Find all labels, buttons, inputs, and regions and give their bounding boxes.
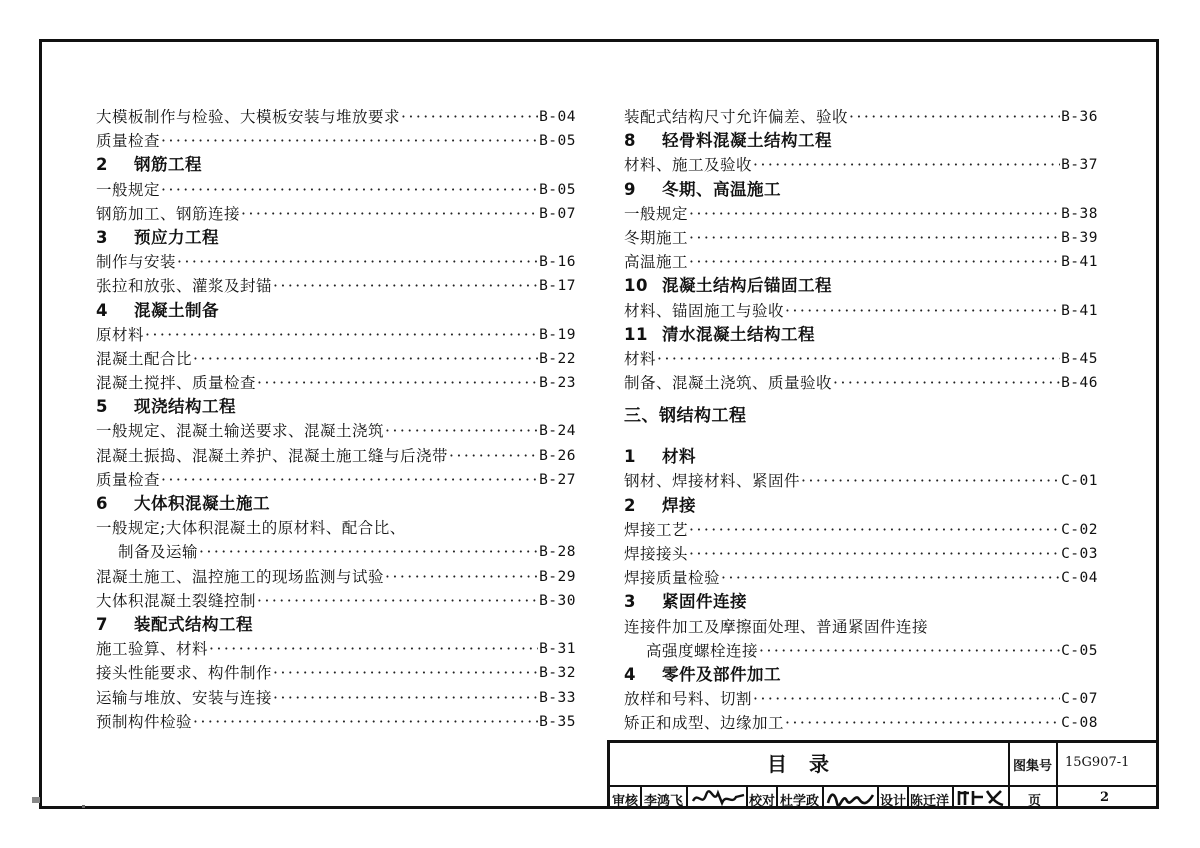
toc-entry-title: 混凝土振捣、混凝土养护、混凝土施工缝与后浇带	[96, 446, 449, 465]
leader-dots	[241, 202, 538, 226]
title-block-vline	[1056, 743, 1058, 809]
toc-entry-page: B-26	[539, 447, 576, 464]
toc-entry-page: B-35	[539, 713, 576, 730]
toc-entry	[96, 323, 576, 347]
section-number: 10	[624, 276, 648, 296]
toc-entry-page: C-08	[1061, 715, 1098, 732]
toc-entry-page: B-36	[1061, 109, 1098, 125]
leader-dots	[689, 202, 1060, 226]
leader-dots	[209, 637, 538, 661]
toc-section-heading	[624, 590, 1098, 614]
toc-entry-continued: 一般规定;大体积混凝土的原材料、配合比、	[96, 519, 406, 538]
toc-entry-title: 装配式结构尺寸允许偏差、验收	[624, 108, 849, 126]
toc-entry	[96, 468, 576, 492]
design-label: 设计	[880, 794, 907, 809]
toc-entry-title: 制作与安装	[96, 253, 177, 272]
reviewer-signature	[690, 787, 746, 809]
section-number: 3	[96, 227, 108, 247]
toc-entry-title: 一般规定	[624, 204, 689, 223]
toc-entry	[624, 687, 1098, 711]
toc-entry	[96, 371, 576, 395]
toc-entry-page: B-17	[539, 278, 576, 295]
section-title: 混凝土制备	[134, 300, 219, 320]
cell-divider	[776, 785, 778, 809]
leader-dots	[759, 639, 1060, 663]
toc-entry-page: B-29	[539, 568, 576, 585]
toc-entry-title: 接头性能要求、构件制作	[96, 664, 273, 683]
toc-entry	[96, 589, 576, 613]
toc-entry-title: 材料	[624, 349, 657, 368]
toc-entry-title: 混凝土搅拌、质量检查	[96, 374, 257, 393]
leader-dots	[199, 540, 538, 564]
scan-artifact	[82, 805, 85, 808]
toc-entry-title: 大模板制作与检验、大模板安装与堆放要求	[96, 108, 401, 126]
toc-entry	[96, 710, 576, 734]
toc-entry-page: B-22	[539, 350, 576, 367]
toc-entry-page: B-32	[539, 665, 576, 682]
review-label: 审核	[612, 794, 639, 809]
toc-entry-title: 一般规定、混凝土输送要求、混凝土浇筑	[96, 422, 385, 441]
toc-entry-page: B-41	[1061, 254, 1098, 271]
leader-dots	[689, 226, 1060, 250]
toc-entry	[624, 202, 1098, 226]
cell-divider	[907, 785, 909, 809]
toc-entry-page: C-01	[1061, 473, 1098, 490]
cell-divider	[640, 785, 642, 809]
section-title: 装配式结构工程	[134, 614, 253, 634]
toc-section-heading	[96, 226, 576, 250]
toc-entry-page: B-24	[539, 423, 576, 440]
toc-section-heading	[96, 492, 576, 516]
leader-dots	[193, 710, 538, 734]
leader-dots	[721, 566, 1060, 590]
toc-entry	[624, 566, 1098, 590]
toc-entry-title: 大体积混凝土裂缝控制	[96, 591, 257, 610]
toc-entry-page: B-45	[1061, 350, 1098, 367]
toc-entry-page: B-37	[1061, 157, 1098, 174]
toc-entry	[624, 542, 1098, 566]
title-block-title: 目录	[767, 752, 851, 776]
leader-dots	[161, 468, 538, 492]
page-label: 页	[1028, 794, 1042, 809]
atlas-number: 15G907-1	[1065, 755, 1130, 770]
toc-entry-title: 张拉和放张、灌浆及封锚	[96, 277, 273, 296]
toc-entry-title: 冬期施工	[624, 228, 689, 247]
section-number: 4	[624, 664, 636, 684]
toc-entry-title: 矫正和成型、边缘加工	[624, 714, 785, 733]
toc-entry	[624, 105, 1098, 129]
toc-entry	[96, 661, 576, 685]
leader-dots	[753, 153, 1060, 177]
toc-entry-title: 高温施工	[624, 253, 689, 272]
toc-entry	[96, 178, 576, 202]
toc-section-heading	[96, 395, 576, 419]
toc-entry	[96, 637, 576, 661]
toc-entry	[96, 250, 576, 274]
toc-entry-title: 一般规定	[96, 180, 161, 199]
toc-entry-page: B-23	[539, 375, 576, 392]
section-title: 钢筋工程	[134, 155, 202, 175]
toc-entry	[96, 105, 576, 129]
reviewer-name: 李鸿飞	[644, 794, 684, 809]
toc-entry	[624, 153, 1098, 177]
toc-entry-page: B-27	[539, 471, 576, 488]
leader-dots	[849, 105, 1060, 129]
toc-entry	[624, 347, 1098, 371]
toc-entry	[96, 274, 576, 298]
toc-entry-page: C-03	[1061, 546, 1098, 562]
leader-dots	[385, 565, 538, 589]
section-number: 11	[624, 324, 648, 344]
designer-name: 陈迁洋	[910, 794, 950, 809]
leader-dots	[753, 687, 1060, 711]
cell-divider	[686, 785, 688, 809]
toc-entry-title: 运输与堆放、安装与连接	[96, 688, 273, 707]
toc-entry-page: C-04	[1061, 570, 1098, 587]
toc-entry-page: B-07	[539, 205, 576, 222]
toc-entry-page: B-28	[539, 544, 576, 561]
section-number: 1	[624, 447, 636, 467]
scan-artifact	[32, 797, 40, 803]
toc-section-heading	[624, 445, 1098, 469]
checker-name: 杜学政	[780, 794, 820, 809]
toc-section-heading	[624, 129, 1098, 153]
toc-entry-page: B-04	[539, 109, 576, 125]
title-block	[607, 740, 1159, 809]
leader-dots	[689, 250, 1060, 274]
toc-left-column	[96, 105, 576, 734]
toc-entry-page: B-05	[539, 181, 576, 198]
toc-entry-title: 放样和号料、切割	[624, 690, 753, 709]
toc-entry-page: B-16	[539, 254, 576, 271]
toc-entry-title: 施工验算、材料	[96, 640, 209, 659]
leader-dots	[689, 518, 1060, 542]
cell-divider	[822, 785, 824, 809]
toc-entry-title: 原材料	[96, 325, 145, 344]
toc-entry-title: 制备及运输	[118, 543, 199, 562]
atlas-number-label: 图集号	[1013, 759, 1053, 774]
toc-section-heading	[624, 323, 1098, 347]
toc-section-heading	[624, 178, 1098, 202]
section-number: 4	[96, 300, 108, 320]
toc-entry-page: C-02	[1061, 521, 1098, 538]
leader-dots	[161, 129, 538, 153]
toc-entry-page: B-46	[1061, 375, 1098, 392]
toc-entry-title: 材料、锚固施工与验收	[624, 301, 785, 320]
leader-dots	[273, 686, 538, 710]
leader-dots	[833, 371, 1060, 395]
toc-entry-title: 钢材、焊接材料、紧固件	[624, 472, 801, 491]
leader-dots	[161, 178, 538, 202]
cell-divider	[952, 785, 954, 809]
toc-entry-page: B-05	[539, 133, 576, 150]
toc-entry-title: 制备、混凝土浇筑、质量验收	[624, 374, 833, 393]
leader-dots	[689, 542, 1060, 566]
section-number: 6	[96, 494, 108, 513]
section-number: 7	[96, 614, 108, 634]
toc-entry-page: B-30	[539, 592, 576, 609]
leader-dots	[193, 347, 538, 371]
toc-right-column	[624, 105, 1098, 736]
toc-entry	[624, 371, 1098, 395]
section-number: 2	[96, 155, 108, 175]
section-number: 3	[624, 592, 636, 612]
toc-entry-page: B-39	[1061, 229, 1098, 246]
toc-section-heading	[96, 153, 576, 177]
leader-dots	[449, 444, 538, 468]
toc-entry	[624, 518, 1098, 542]
leader-dots	[273, 661, 538, 685]
leader-dots	[801, 469, 1060, 493]
toc-entry-page: B-33	[539, 689, 576, 706]
section-title: 材料	[662, 447, 696, 467]
section-title: 冬期、高温施工	[662, 179, 781, 199]
toc-entry-title: 混凝土配合比	[96, 349, 193, 368]
cell-divider	[746, 785, 748, 809]
checker-signature	[825, 787, 877, 809]
section-number: 5	[96, 397, 108, 417]
section-number: 2	[624, 495, 636, 515]
toc-section-heading	[624, 663, 1098, 687]
toc-entry-title: 预制构件检验	[96, 712, 193, 731]
toc-entry	[624, 711, 1098, 735]
section-title: 紧固件连接	[662, 592, 747, 612]
cell-divider	[877, 785, 879, 809]
designer-signature	[955, 787, 1007, 809]
leader-dots	[785, 711, 1060, 735]
toc-entry	[96, 419, 576, 443]
toc-entry	[96, 565, 576, 589]
toc-entry-page: B-19	[539, 326, 576, 343]
leader-dots	[657, 347, 1060, 371]
toc-entry	[624, 226, 1098, 250]
toc-entry	[624, 469, 1098, 493]
toc-section-heading	[96, 299, 576, 323]
toc-entry	[624, 250, 1098, 274]
section-title: 清水混凝土结构工程	[662, 324, 815, 344]
leader-dots	[257, 371, 538, 395]
toc-entry-title: 焊接工艺	[624, 520, 689, 539]
toc-part-heading: 三、钢结构工程	[624, 406, 747, 427]
section-title: 现浇结构工程	[134, 397, 236, 417]
title-block-vline	[1008, 743, 1010, 809]
toc-entry-page: C-05	[1061, 642, 1098, 659]
toc-entry-page: B-31	[539, 641, 576, 658]
toc-entry-title: 钢筋加工、钢筋连接	[96, 204, 241, 223]
section-number: 9	[624, 179, 636, 199]
section-title: 轻骨料混凝土结构工程	[662, 131, 832, 151]
leader-dots	[177, 250, 538, 274]
toc-entry-title: 混凝土施工、温控施工的现场监测与试验	[96, 567, 385, 586]
leader-dots	[257, 589, 538, 613]
section-title: 大体积混凝土施工	[134, 494, 270, 513]
toc-entry-page: B-38	[1061, 205, 1098, 222]
toc-entry	[96, 347, 576, 371]
section-title: 焊接	[662, 495, 696, 515]
toc-entry	[96, 129, 576, 153]
leader-dots	[273, 274, 538, 298]
toc-entry-title: 材料、施工及验收	[624, 156, 753, 175]
toc-entry	[96, 686, 576, 710]
toc-entry-page: B-41	[1061, 302, 1098, 319]
toc-section-heading	[96, 613, 576, 637]
toc-entry-title: 焊接质量检验	[624, 569, 721, 588]
toc-section-heading	[624, 494, 1098, 518]
toc-entry	[96, 444, 576, 468]
toc-entry-title: 高强度螺栓连接	[646, 641, 759, 660]
section-title: 混凝土结构后锚固工程	[662, 276, 832, 296]
section-title: 预应力工程	[134, 227, 219, 247]
check-label: 校对	[749, 794, 776, 809]
toc-entry-title: 焊接接头	[624, 545, 689, 563]
toc-section-heading	[624, 274, 1098, 298]
toc-entry	[96, 202, 576, 226]
section-title: 零件及部件加工	[662, 664, 781, 684]
toc-entry-page: C-07	[1061, 691, 1098, 708]
toc-entry-title: 质量检查	[96, 470, 161, 489]
leader-dots	[401, 105, 538, 129]
leader-dots	[145, 323, 538, 347]
toc-entry	[96, 540, 576, 564]
section-number: 8	[624, 131, 636, 151]
leader-dots	[785, 299, 1060, 323]
toc-entry-continued: 连接件加工及摩擦面处理、普通紧固件连接	[624, 617, 929, 636]
page-number: 2	[1100, 790, 1110, 805]
spacer	[624, 431, 1098, 445]
toc-entry	[624, 299, 1098, 323]
leader-dots	[385, 419, 538, 443]
toc-entry-title: 质量检查	[96, 132, 161, 151]
toc-entry	[624, 639, 1098, 663]
